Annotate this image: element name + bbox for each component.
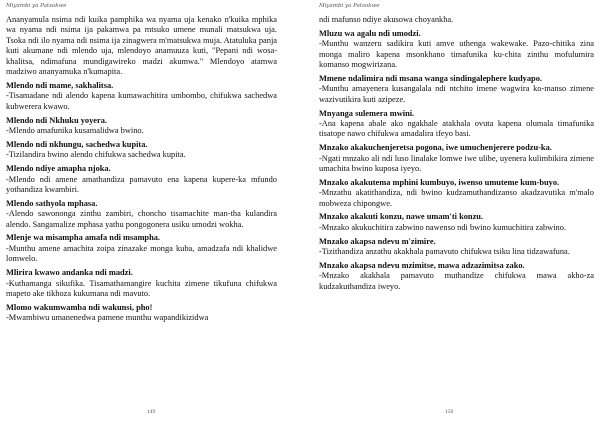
proverb-heading: Mnzako akapsa ndevu m'zimire. [319, 236, 436, 246]
proverb-explanation: -Mwambiwu umanenedwa pamene munthu wapandikizidwa [6, 313, 209, 323]
proverb-heading: Mnzako akakutema mphini kumbuyo, iwenso umuteme kum-buyo. [319, 177, 560, 187]
proverb-entry [6, 140, 277, 161]
proverb-explanation: -Munthu wanzeru sadikira kuti amve uthenga wakewake. Pazo-chitika zina monga maliro kapena msonkhano timafunika ku-chita zinthu mofulumira komanso mogwirizana. [319, 39, 594, 70]
proverb-explanation: -Kuthamanga sikufika. Tisamathamangire kuchita zimene tikufuna chifukwa mapeto ake tikhoza kukumana ndi mavuto. [6, 278, 277, 298]
proverb-explanation: -Mnzathu akatithandiza, ndi bwino kudzamuthandizanso akadzavutika m'malo mobweza chipongwe. [319, 188, 594, 208]
proverb-entry [6, 233, 277, 264]
proverb-entry [319, 109, 594, 140]
proverb-heading: Mnzako akakuchenjeretsa pogona, iwe umuchenjerere podzu-ka. [319, 143, 552, 153]
proverb-entry [319, 237, 594, 258]
proverb-entry [6, 303, 277, 324]
proverb-explanation: -Munthu amene amachita zoipa zinazake monga kuba, amadzafa ndi khalidwe lomwelo. [6, 243, 277, 264]
proverb-explanation: -Ngati mnzako ali ndi luso linalake lomwe iwe ulibe, uyenera kulimbikira zimene umachita bwino kuposa iyeyo. [319, 153, 594, 174]
proverb-heading: Mlomo wakumwamba ndi wakunsi, pho! [6, 302, 153, 312]
proverb-explanation: -Mlendo amafunika kusamalidwa bwino. [6, 126, 144, 136]
proverb-entry [319, 29, 594, 71]
proverb-entry [6, 81, 277, 112]
right-page [300, 0, 594, 424]
running-header-left: Miyambi ya Patsokwe [6, 3, 67, 9]
proverb-explanation: -Mnzako akukuchitira zabwino nawenso ndi bwino kumuchitira zabwino. [319, 222, 566, 232]
proverb-entry [6, 164, 277, 195]
proverb-heading: Mlendo ndi Nkhuku yoyera. [6, 115, 107, 125]
intro-text-right: ndi mafunso ndiye akusowa choyankha. [319, 15, 454, 24]
proverb-heading: Mlendo ndi nkhungu, sachedwa kupita. [6, 139, 148, 149]
right-page-content [319, 15, 594, 296]
proverb-heading: Mnzako akapsa ndevu mzimitse, mawa adzazimitsa zako. [319, 260, 525, 270]
page-number-left: 149 [147, 409, 156, 415]
proverb-explanation: -Mlendo ndi amene amathandiza pamavuto ena kapena kupere-ka mfundo yothandiza kwambiri. [6, 174, 277, 194]
proverb-explanation: -Tizilandira bwino alendo chifukwa sachedwa kupita. [6, 150, 186, 160]
proverb-entry [6, 116, 277, 137]
proverb-entry [6, 268, 277, 299]
proverb-entry [319, 178, 594, 209]
proverb-heading: Mlenje wa misampha amafa ndi msampha. [6, 233, 161, 243]
proverb-explanation: -Alendo sawononga zinthu zambiri, choncho tisamachite man-tha kulandira alendo. Sangamalize mphasa yathu pongogonera usiku umodzi wokha. [6, 209, 277, 229]
proverb-heading: Mnzako akakuti konzu, nawe umam'ti konzu. [319, 212, 484, 222]
proverb-entry [319, 74, 594, 105]
proverb-heading: Mnyanga sulemera mwini. [319, 108, 415, 118]
proverb-heading: Mlirira kwawo andanka ndi madzi. [6, 268, 133, 278]
proverb-explanation: -Tizithandiza anzathu akakhala pamavuto chifukwa tsiku lina tidzawafuna. [319, 247, 570, 257]
proverb-explanation: -Munthu amayenera kusangalala ndi ntchito imene wagwira ko-manso zimene wazivutikira kuti azipeze. [319, 84, 594, 104]
left-page [0, 0, 285, 424]
running-header-right: Miyambi ya Patsokwe [319, 3, 380, 9]
proverb-explanation: -Tisamadane ndi alendo kapena kumawachitira umbombo, chifukwa sachedwa kubwerera kwawo. [6, 91, 277, 111]
proverb-heading: Mlendo sathyola mphasa. [6, 198, 98, 208]
proverb-entry [319, 143, 594, 174]
proverb-heading: Mmene ndalimira ndi msana wanga sindingalephere kudyapo. [319, 73, 542, 83]
proverb-heading: Mluzu wa agalu ndi umodzi. [319, 28, 421, 38]
intro-text-left: Ananyamula nsima ndi kuika pamphika wa nyama uja kenako n'kuika mphika wa nyama ndi nsima ija pakamwa pa mtsuko umene munali matsukwa uja. Tsoka ndi ilo nyama ndi nsima ija zinagwera m'matsukwa muja. Atatuluka panja kuti akumane ndi mlendo uja, mlendoyo anamuuza kuti, "Pepani ndi wosa-khalitsa, ndimafuna mundigawireko madzi akumwa." Mlendoyo atamwa madziwo ananyamuka n'kumapita. [6, 15, 277, 77]
intro-paragraph-right [319, 15, 594, 25]
proverb-explanation: -Mnzako akakhala pamavuto muthandize chifukwa mawa akho-za kudzakuthandiza iweyo. [319, 271, 594, 291]
proverb-heading: Mlendo ndiye amapha njoka. [6, 164, 111, 174]
page-number-right: 150 [445, 409, 454, 415]
left-page-content [6, 15, 277, 327]
proverb-heading: Mlendo ndi mame, sakhalitsa. [6, 81, 114, 91]
proverb-entry [6, 199, 277, 230]
proverb-entry [319, 212, 594, 233]
proverb-entry [319, 261, 594, 292]
proverb-explanation: -Ana kapena abale ako ngakhale atakhala ovuta kapena olumala timafunika tisatope nawo chifukwa amadalira ifeyo basi. [319, 118, 594, 139]
intro-paragraph-left [6, 15, 277, 78]
